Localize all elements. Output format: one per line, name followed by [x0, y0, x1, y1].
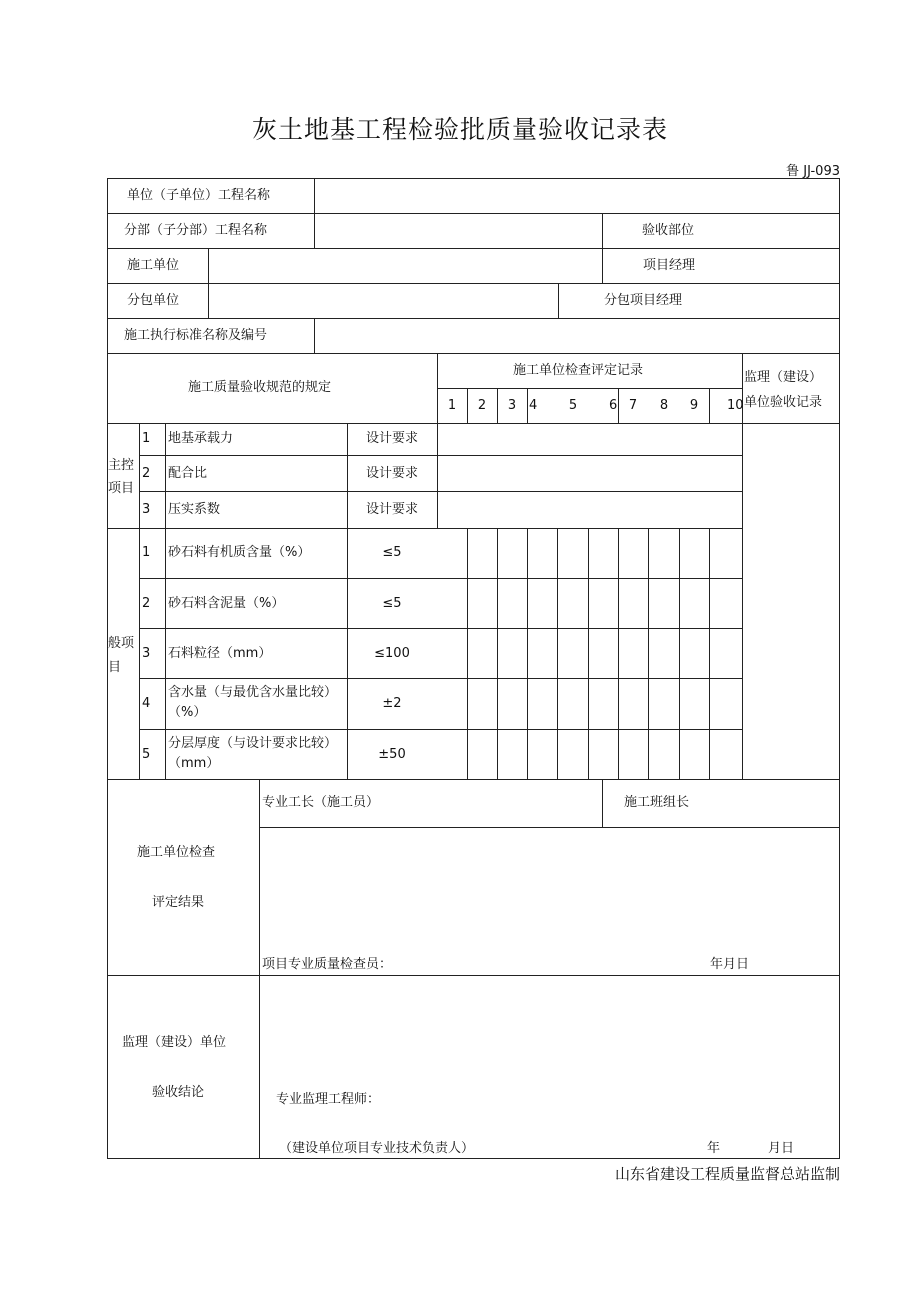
item-name: 地基承载力	[168, 431, 234, 446]
item-name: 砂石料有机质含量（%）	[168, 545, 311, 560]
item-name: 分层厚度（与设计要求比较）（mm）	[168, 736, 338, 771]
project-manager-label: 项目经理	[643, 258, 696, 273]
team-leader-label: 施工班组长	[624, 795, 690, 810]
footer-issuer: 山东省建设工程质量监督总站监制	[614, 1165, 840, 1183]
row-divider	[107, 213, 840, 214]
col-divider	[527, 388, 528, 423]
form-code: 鲁 JJ-093	[786, 164, 840, 179]
item-number: 1	[142, 431, 151, 446]
division-project-name-label: 分部（子分部）工程名称	[124, 223, 268, 238]
row-divider	[107, 353, 840, 354]
col-divider	[497, 388, 498, 423]
item-requirement: ≤100	[374, 646, 410, 661]
item-name: 砂石料含泥量（%）	[168, 596, 285, 611]
row-divider	[139, 491, 742, 492]
inspection-date: 年月日	[710, 957, 750, 972]
column-number: 2	[477, 398, 487, 413]
row-divider	[139, 578, 742, 579]
supervision-header-line1: 监理（建设）	[744, 370, 823, 385]
construction-check-label: 施工单位检查	[137, 845, 216, 860]
supervision-engineer-label: 专业监理工程师：	[276, 1092, 381, 1107]
column-number: 10	[727, 398, 744, 413]
col-divider	[208, 248, 209, 318]
main-items-label: 主控	[108, 458, 135, 473]
column-number: 9	[689, 398, 699, 413]
column-number: 5	[568, 398, 578, 413]
col-divider	[314, 178, 315, 248]
col-divider	[314, 318, 315, 353]
item-number: 4	[142, 696, 151, 711]
row-divider	[259, 827, 840, 828]
main-items-label-2: 项目	[108, 481, 135, 496]
owner-rep-label: （建设单位项目专业技术负责人）	[279, 1141, 475, 1156]
row-divider	[107, 248, 840, 249]
check-record-header: 施工单位检查评定记录	[513, 363, 644, 378]
row-divider	[437, 388, 742, 389]
supervision-conclusion-label: 监理（建设）单位	[122, 1035, 227, 1050]
item-requirement: 设计要求	[365, 431, 418, 446]
form-table	[107, 178, 840, 1159]
item-name: 配合比	[168, 466, 208, 481]
item-number: 1	[142, 545, 151, 560]
item-requirement: 设计要求	[365, 466, 418, 481]
item-name: 压实系数	[168, 502, 221, 517]
item-requirement: ±2	[382, 696, 402, 711]
row-divider	[107, 423, 840, 424]
col-divider	[588, 528, 589, 779]
unit-project-name-label: 单位（子单位）工程名称	[127, 188, 271, 203]
col-divider	[139, 423, 140, 779]
subcontract-manager-label: 分包项目经理	[604, 293, 683, 308]
row-divider	[107, 779, 840, 780]
col-divider	[602, 213, 603, 283]
column-number: 1	[447, 398, 457, 413]
supervision-header-line2: 单位验收记录	[744, 395, 823, 410]
row-divider	[107, 318, 840, 319]
column-number: 4	[529, 398, 538, 413]
row-divider	[107, 975, 840, 976]
col-divider	[709, 388, 710, 423]
col-divider	[679, 528, 680, 779]
row-divider	[139, 678, 742, 679]
col-divider	[497, 528, 498, 779]
foreman-label: 专业工长（施工员）	[262, 795, 380, 810]
item-requirement: 设计要求	[365, 502, 418, 517]
col-divider	[618, 528, 619, 779]
spec-header: 施工质量验收规范的规定	[188, 380, 332, 395]
supervision-month-day: 月日	[768, 1141, 795, 1156]
col-divider	[558, 283, 559, 318]
col-divider	[618, 388, 619, 423]
col-divider	[165, 423, 166, 779]
row-divider	[139, 729, 742, 730]
row-divider	[139, 455, 742, 456]
col-divider	[437, 353, 438, 528]
row-divider	[139, 628, 742, 629]
column-number: 7	[628, 398, 638, 413]
item-number: 3	[142, 646, 151, 661]
col-divider	[557, 528, 558, 779]
inspector-label: 项目专业质量检查员：	[262, 957, 393, 972]
column-number: 3	[507, 398, 517, 413]
item-requirement: ≤5	[382, 545, 402, 560]
col-divider	[527, 528, 528, 779]
row-divider	[107, 528, 742, 529]
item-number: 2	[142, 596, 151, 611]
item-number: 3	[142, 502, 151, 517]
acceptance-part-label: 验收部位	[642, 223, 695, 238]
item-name: 含水量（与最优含水量比较）（%）	[168, 685, 338, 720]
general-items-label: 般项	[108, 636, 135, 651]
col-divider	[742, 353, 743, 779]
document-title: 灰土地基工程检验批质量验收记录表	[251, 115, 668, 144]
supervision-year: 年	[707, 1141, 721, 1156]
column-number: 6	[609, 398, 618, 413]
col-divider	[259, 779, 260, 1159]
item-number: 2	[142, 466, 151, 481]
item-requirement: ±50	[378, 747, 406, 762]
construction-check-label-2: 评定结果	[152, 895, 205, 910]
item-number: 5	[142, 747, 151, 762]
column-number: 8	[659, 398, 669, 413]
subcontract-unit-label: 分包单位	[127, 293, 180, 308]
item-requirement: ≤5	[382, 596, 402, 611]
col-divider	[467, 388, 468, 423]
standard-name-label: 施工执行标准名称及编号	[124, 328, 268, 343]
supervision-conclusion-label-2: 验收结论	[152, 1085, 205, 1100]
col-divider	[648, 528, 649, 779]
col-divider	[602, 779, 603, 827]
col-divider	[467, 528, 468, 779]
item-name: 石料粒径（mm）	[168, 646, 272, 661]
col-divider	[709, 528, 710, 779]
row-divider	[107, 283, 840, 284]
construction-unit-label: 施工单位	[127, 258, 180, 273]
general-items-label-2: 目	[108, 660, 122, 675]
